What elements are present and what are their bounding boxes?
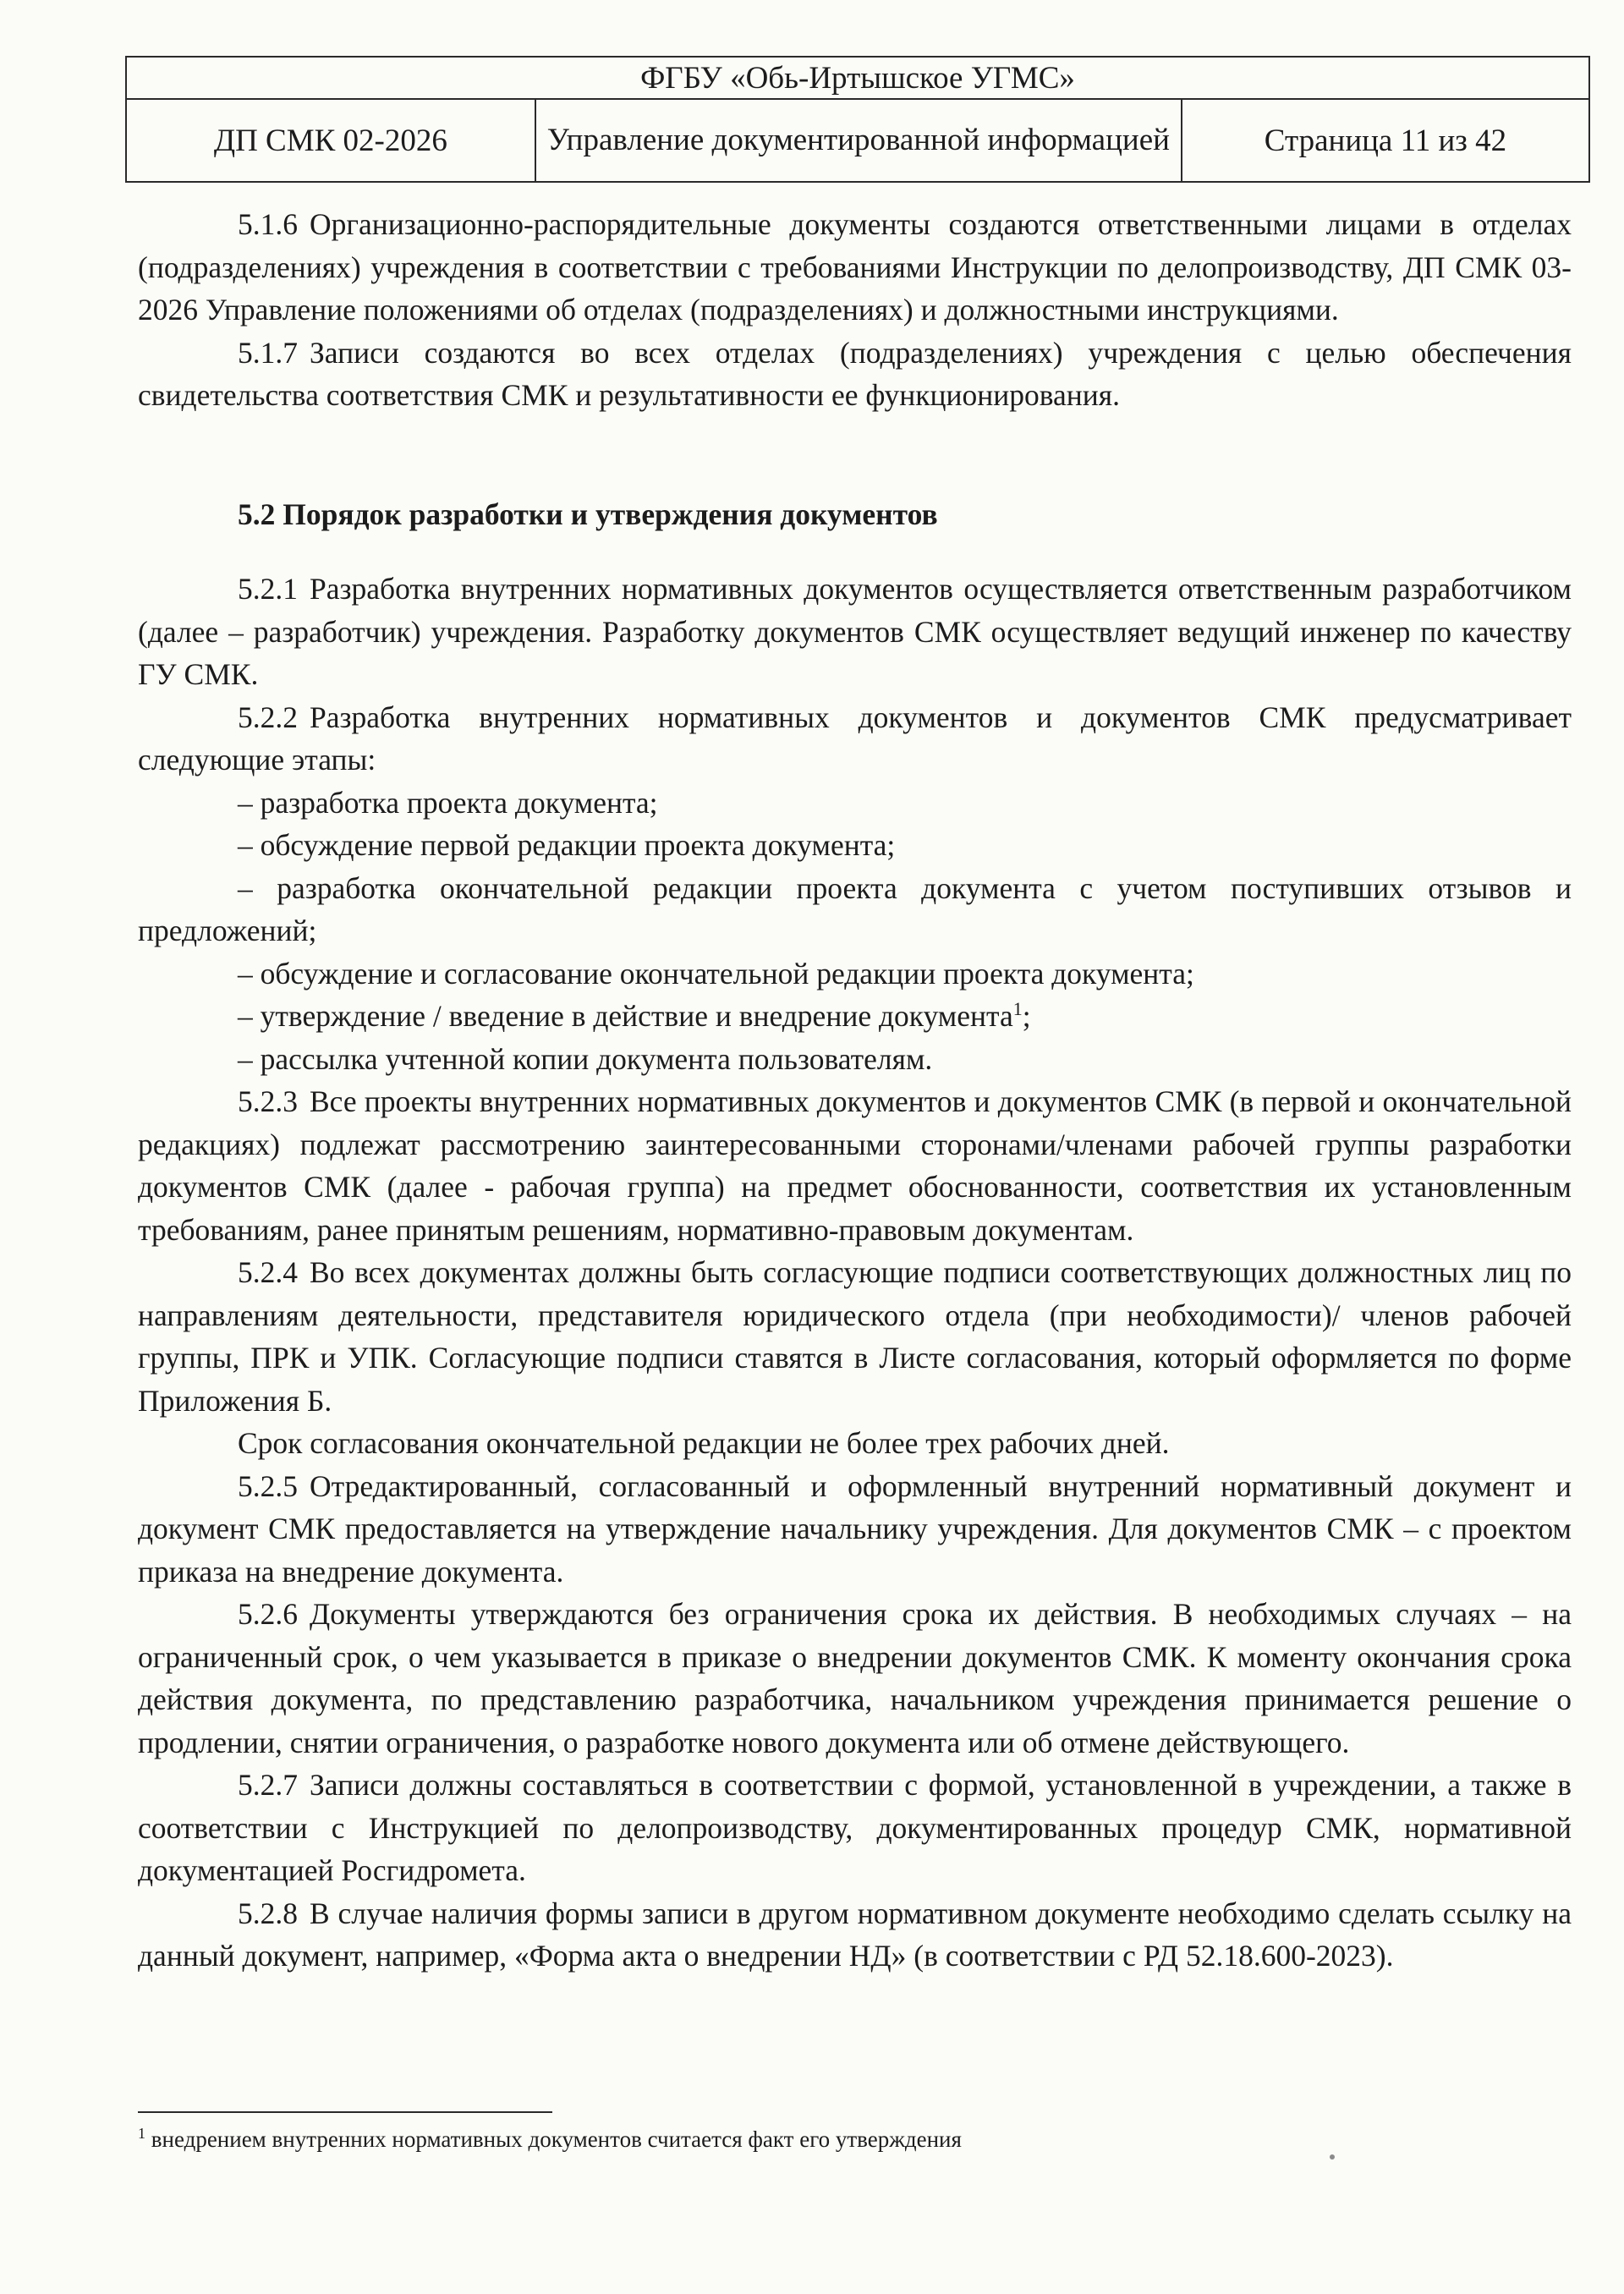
paragraph-text: Во всех документах должны быть согласующие подписи соответствующих должностных лиц по направлениям деятельности, представителя юридического отдела (при необходимости)/ членов рабочей группы, ПРК и УПК. Согласующие подписи ставятся в Листе согласования, который оформляется по форме Приложения Б.: [138, 1255, 1572, 1418]
paragraph-text: Разработка внутренних нормативных документов и документов СМК предусматривает следующие этапы:: [138, 700, 1572, 777]
clause-number: 5.2.4: [238, 1255, 298, 1289]
paragraph-text: Записи создаются во всех отделах (подразделениях) учреждения с целью обеспечения свидетельства соответствия СМК и результативности ее функционирования.: [138, 335, 1572, 412]
paragraph-5-2-1: [138, 568, 1572, 696]
footnote-divider: [138, 2111, 552, 2113]
paragraph-text: Документы утверждаются без ограничения срока их действия. В необходимых случаях – на ограниченный срок, о чем указывается в приказе о внедрении документов СМК. К моменту окончания срока действия документа, по представлению разработчика, начальником учреждения принимается решение о продлении, снятии ограничения, о разработке нового документа или об отмене действующего.: [138, 1597, 1572, 1759]
paragraph-text: Отредактированный, согласованный и оформленный внутренний нормативный документ и документ СМК предоставляется на утверждение начальнику учреждения. Для документов СМК – с проектом приказа на внедрение документа.: [138, 1468, 1572, 1589]
list-item: – обсуждение первой редакции проекта документа;: [238, 828, 896, 862]
footnote-text: внедрением внутренних нормативных документов считается факт его утверждения: [151, 2127, 962, 2152]
footnote-mark: 1: [138, 2125, 145, 2142]
clause-number: 5.2.8: [238, 1896, 298, 1930]
paragraph-5-1-6: [138, 203, 1572, 332]
paragraph-text: Организационно-распорядительные документы создаются ответственными лицами в отделах (подразделениях) учреждения в соответствии с требованиями Инструкции по делопроизводству, ДП СМК 03-2026 Управление положениями об отделах (подразделениях) и должностными инструкциями.: [138, 207, 1572, 327]
clause-number: 5.2.2: [238, 700, 298, 734]
document-code: ДП СМК 02-2026: [126, 99, 535, 182]
paragraph-text: Записи должны составляться в соответствии с формой, установленной в учреждении, а также в соответствии с Инструкцией по делопроизводству, документированных процедур СМК, нормативной документацией Росгидромета.: [138, 1768, 1572, 1887]
paragraph-5-2-6: [138, 1593, 1572, 1764]
list-item: – обсуждение и согласование окончательной редакции проекта документа;: [238, 956, 1194, 991]
paragraph-text: Все проекты внутренних нормативных документов и документов СМК (в первой и окончательной редакциях) подлежат рассмотрению заинтересованными сторонами/членами рабочей группы разработки документов СМК (далее - рабочая группа) на предмет обоснованности, соответствия их установленным требованиям, ранее принятым решениям, нормативно-правовым документам.: [138, 1084, 1572, 1247]
paragraph-5-2-8: [138, 1892, 1572, 1978]
list-item: – разработка проекта документа;: [238, 785, 658, 820]
header-table: [125, 56, 1590, 183]
section-heading-5-2: 5.2 Порядок разработки и утверждения документов: [238, 497, 938, 531]
paragraph-5-2-7: [138, 1764, 1572, 1892]
paragraph-5-2-4-deadline: Срок согласования окончательной редакции не более трех рабочих дней.: [238, 1426, 1170, 1460]
organization-name: ФГБУ «Обь-Иртышское УГМС»: [126, 57, 1589, 99]
list-item: – рассылка учтенной копии документа пользователям.: [238, 1041, 933, 1076]
footnote-reference: 1: [1012, 998, 1023, 1020]
clause-number: 5.2.7: [238, 1768, 298, 1802]
clause-number: 5.1.7: [238, 335, 298, 370]
list-item-tail: ;: [1022, 999, 1031, 1033]
paragraph-5-2-2: [138, 696, 1572, 782]
list-item: – разработка окончательной редакции проекта документа с учетом поступивших отзывов и предложений;: [138, 870, 1572, 947]
page-number: Страница 11 из 42: [1182, 99, 1589, 182]
scan-speck: [1330, 2154, 1335, 2160]
paragraph-text: Разработка внутренних нормативных документов осуществляется ответственным разработчиком (далее – разработчик) учреждения. Разработку документов СМК осуществляет ведущий инженер по качеству ГУ СМК.: [138, 572, 1572, 691]
list-item: [138, 995, 1572, 1038]
paragraph-5-2-4: [138, 1251, 1572, 1422]
paragraph-5-2-3: [138, 1080, 1572, 1251]
clause-number: 5.2.3: [238, 1084, 298, 1118]
clause-number: 5.2.5: [238, 1468, 298, 1503]
paragraph-5-1-7: [138, 332, 1572, 417]
paragraph-5-2-5: [138, 1465, 1572, 1594]
document-body: [138, 203, 1572, 1978]
document-title: Управление документированной информацией: [535, 99, 1182, 182]
clause-number: 5.1.6: [238, 207, 298, 241]
footnote: [138, 2123, 1407, 2155]
list-item-text: – утверждение / введение в действие и внедрение документа: [238, 999, 1013, 1033]
clause-number: 5.2.1: [238, 572, 298, 606]
paragraph-text: В случае наличия формы записи в другом нормативном документе необходимо сделать ссылку на данный документ, например, «Форма акта о внедрении НД» (в соответствии с РД 52.18.600-2023).: [138, 1896, 1572, 1973]
clause-number: 5.2.6: [238, 1597, 298, 1631]
